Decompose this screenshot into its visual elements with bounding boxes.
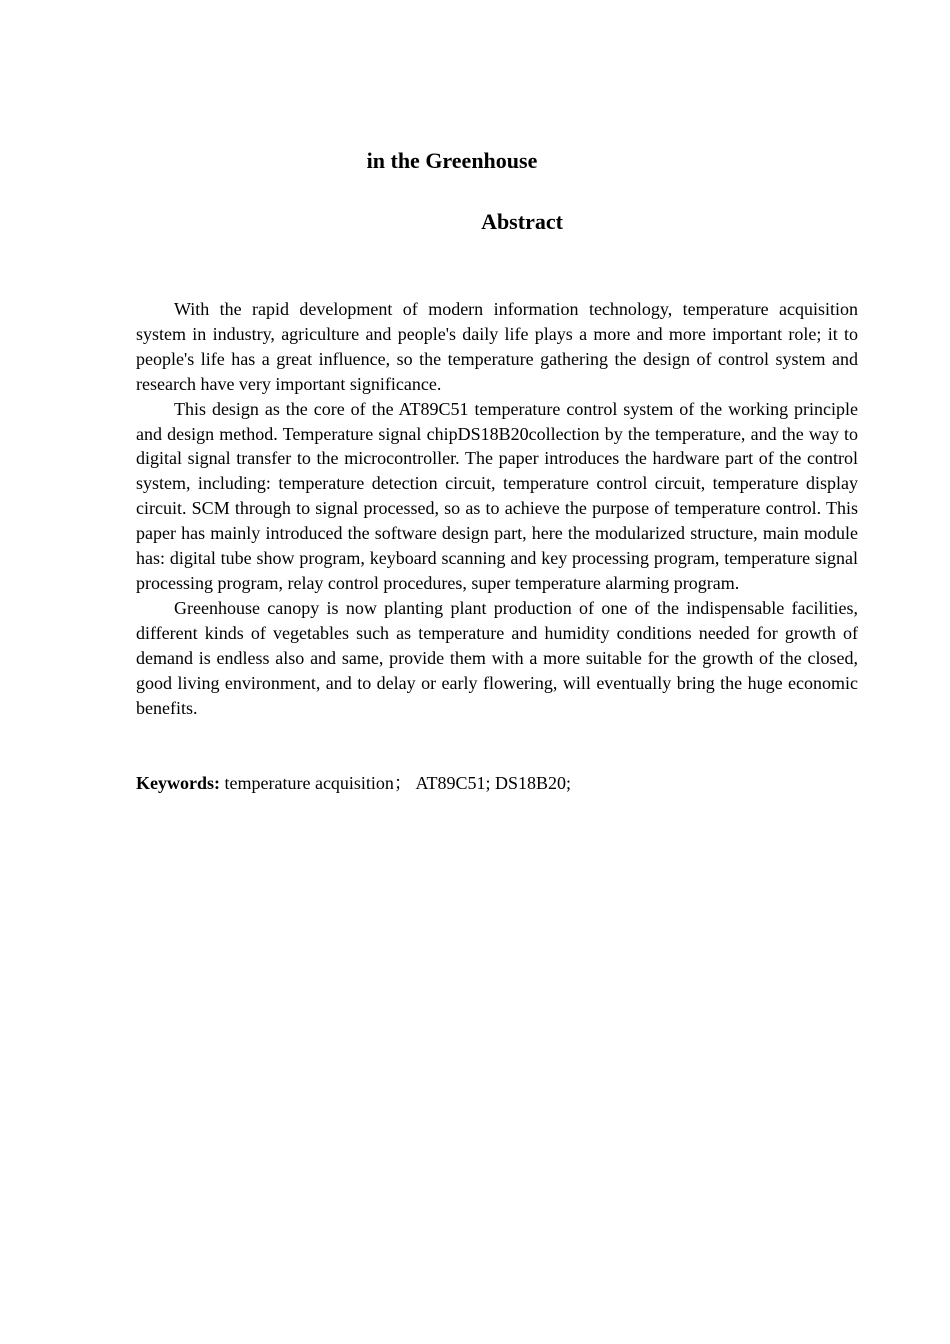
abstract-heading: Abstract <box>481 209 563 234</box>
abstract-paragraph: Greenhouse canopy is now planting plant production of one of the indispensable facilities, different kinds of vegetables such as temperature and humidity conditions needed for growth of demand is endless also and same, provide them with a more suitable for the growth of the closed, good living environment, and to delay or early flowering, will eventually bring the huge economic benefits. <box>136 597 858 718</box>
keywords-text: temperature acquisition； AT89C51; DS18B20; <box>220 773 571 793</box>
abstract-paragraph: With the rapid development of modern information technology, temperature acquisition system in industry, agriculture and people's daily life plays a more and more important role; it to people's life has a great influence, so the temperature gathering the design of control system and research have very important significance. <box>136 299 858 394</box>
keywords-line <box>136 771 571 795</box>
title-line: in the Greenhouse <box>366 148 538 173</box>
abstract-paragraph: This design as the core of the AT89C51 temperature control system of the working principle and design method. Temperature signal chipDS18B20collection by the temperature, and the way to digital signal transfer to the microcontroller. The paper introduces the hardware part of the control system, including: temperature detection circuit, temperature control circuit, temperature display circuit. SCM through to signal processed, so as to achieve the purpose of temperature control. This paper has mainly introduced the software design part, here the modularized structure, main module has: digital tube show program, keyboard scanning and key processing program, temperature signal processing program, relay control procedures, super temperature alarming program. <box>136 398 858 593</box>
keywords-label: Keywords: <box>136 773 220 793</box>
abstract-body <box>136 297 858 720</box>
